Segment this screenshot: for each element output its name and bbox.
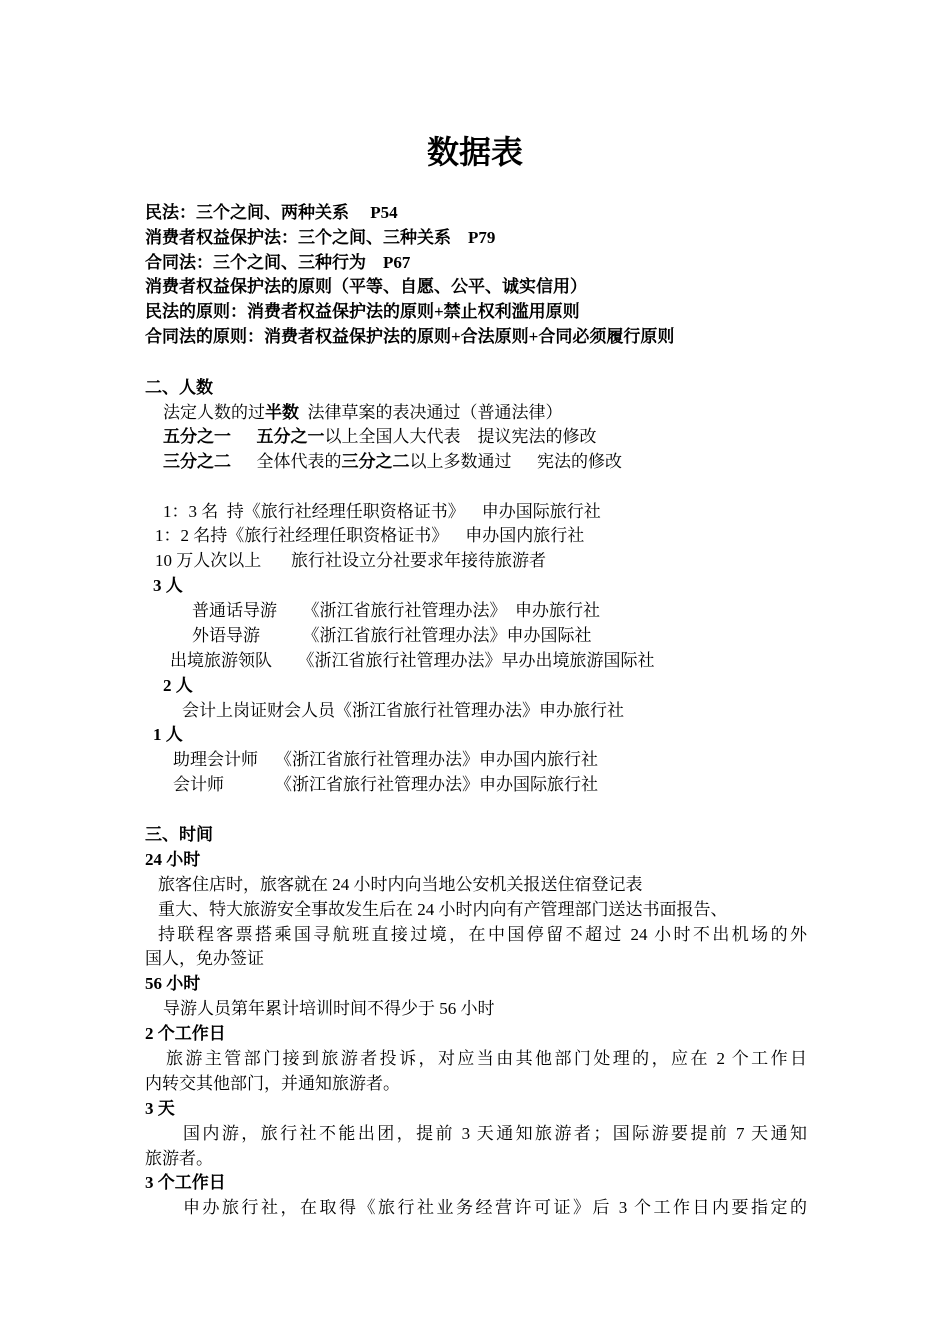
time-line: 国人，免办签证 [145,949,264,968]
headcount-line-two-thirds [163,449,622,474]
headcount-line: 会计上岗证财会人员《浙江省旅行社管理办法》申办旅行社 [182,701,624,720]
summary-line-2: 消费者权益保护法：三个之间、三种关系 P79 [145,228,496,247]
time-line: 旅游者。 [145,1149,213,1168]
time-line: 重大、特大旅游安全事故发生后在 24 小时内向有产管理部门送达书面报告、 [158,900,728,919]
subheading-3-people: 3 人 [153,576,183,595]
time-line: 旅游主管部门接到旅游者投诉，对应当由其他部门处理的，应在 2 个工作日 [166,1049,807,1068]
subheading-3-workdays: 3 个工作日 [145,1173,226,1192]
text-segment-bold: 三分之二 [341,452,410,471]
time-line: 内转交其他部门，并通知旅游者。 [145,1074,400,1093]
subheading-2-people: 2 人 [163,676,193,695]
text-segment-bold: 五分之一 [256,427,325,446]
time-line: 申办旅行社，在取得《旅行社业务经营许可证》后 3 个工作日内要指定的 [183,1198,807,1217]
text-segment: 全体代表的 [231,452,342,471]
headcount-line: 1：2 名持《旅行社经理任职资格证书》 申办国内旅行社 [155,526,585,545]
section-heading-headcount: 二、人数 [145,378,213,397]
text-segment: 法定人数的过 [163,403,265,422]
subheading-56-hours: 56 小时 [145,974,201,993]
subheading-2-workdays: 2 个工作日 [145,1024,226,1043]
text-segment [231,427,257,446]
headcount-line-one-fifth [163,424,597,449]
subheading-1-person: 1 人 [153,725,183,744]
text-segment: 以上多数通过 宪法的修改 [409,452,622,471]
subheading-3-days: 3 天 [145,1099,175,1118]
headcount-line-majority [163,400,563,425]
text-segment: 法律草案的表决通过（普通法律） [299,403,563,422]
text-segment-bold: 五分之一 [163,427,231,446]
summary-line-1: 民法：三个之间、两种关系 P54 [145,203,398,222]
headcount-line: 1：3 名 持《旅行社经理任职资格证书》 申办国际旅行社 [163,502,601,521]
text-segment: 以上全国人大代表 提议宪法的修改 [324,427,597,446]
page-title: 数据表 [426,134,523,170]
headcount-line: 10 万人次以上 旅行社设立分社要求年接待旅游者 [155,551,546,570]
time-line: 国内游，旅行社不能出团，提前 3 天通知旅游者；国际游要提前 7 天通知 [183,1124,807,1143]
text-segment-bold: 三分之二 [163,452,231,471]
summary-line-6: 合同法的原则：消费者权益保护法的原则+合法原则+合同必须履行原则 [145,327,675,346]
time-line: 导游人员第年累计培训时间不得少于 56 小时 [163,999,495,1018]
time-line: 旅客住店时，旅客就在 24 小时内向当地公安机关报送住宿登记表 [158,875,643,894]
time-line: 持联程客票搭乘国寻航班直接过境，在中国停留不超过 24 小时不出机场的外 [158,925,807,944]
headcount-line: 助理会计师 《浙江省旅行社管理办法》申办国内旅行社 [173,750,598,769]
headcount-line: 会计师 《浙江省旅行社管理办法》申办国际旅行社 [173,775,598,794]
section-heading-time: 三、时间 [145,825,213,844]
subheading-24-hours: 24 小时 [145,850,201,869]
summary-line-4: 消费者权益保护法的原则（平等、自愿、公平、诚实信用） [145,277,587,296]
summary-line-3: 合同法：三个之间、三种行为 P67 [145,253,411,272]
headcount-line: 外语导游 《浙江省旅行社管理办法》申办国际社 [192,626,592,645]
headcount-line: 普通话导游 《浙江省旅行社管理办法》 申办旅行社 [192,601,600,620]
headcount-line: 出境旅游领队 《浙江省旅行社管理办法》早办出境旅游国际社 [170,651,655,670]
text-segment-bold: 半数 [265,403,299,422]
summary-line-5: 民法的原则：消费者权益保护法的原则+禁止权利滥用原则 [145,302,580,321]
